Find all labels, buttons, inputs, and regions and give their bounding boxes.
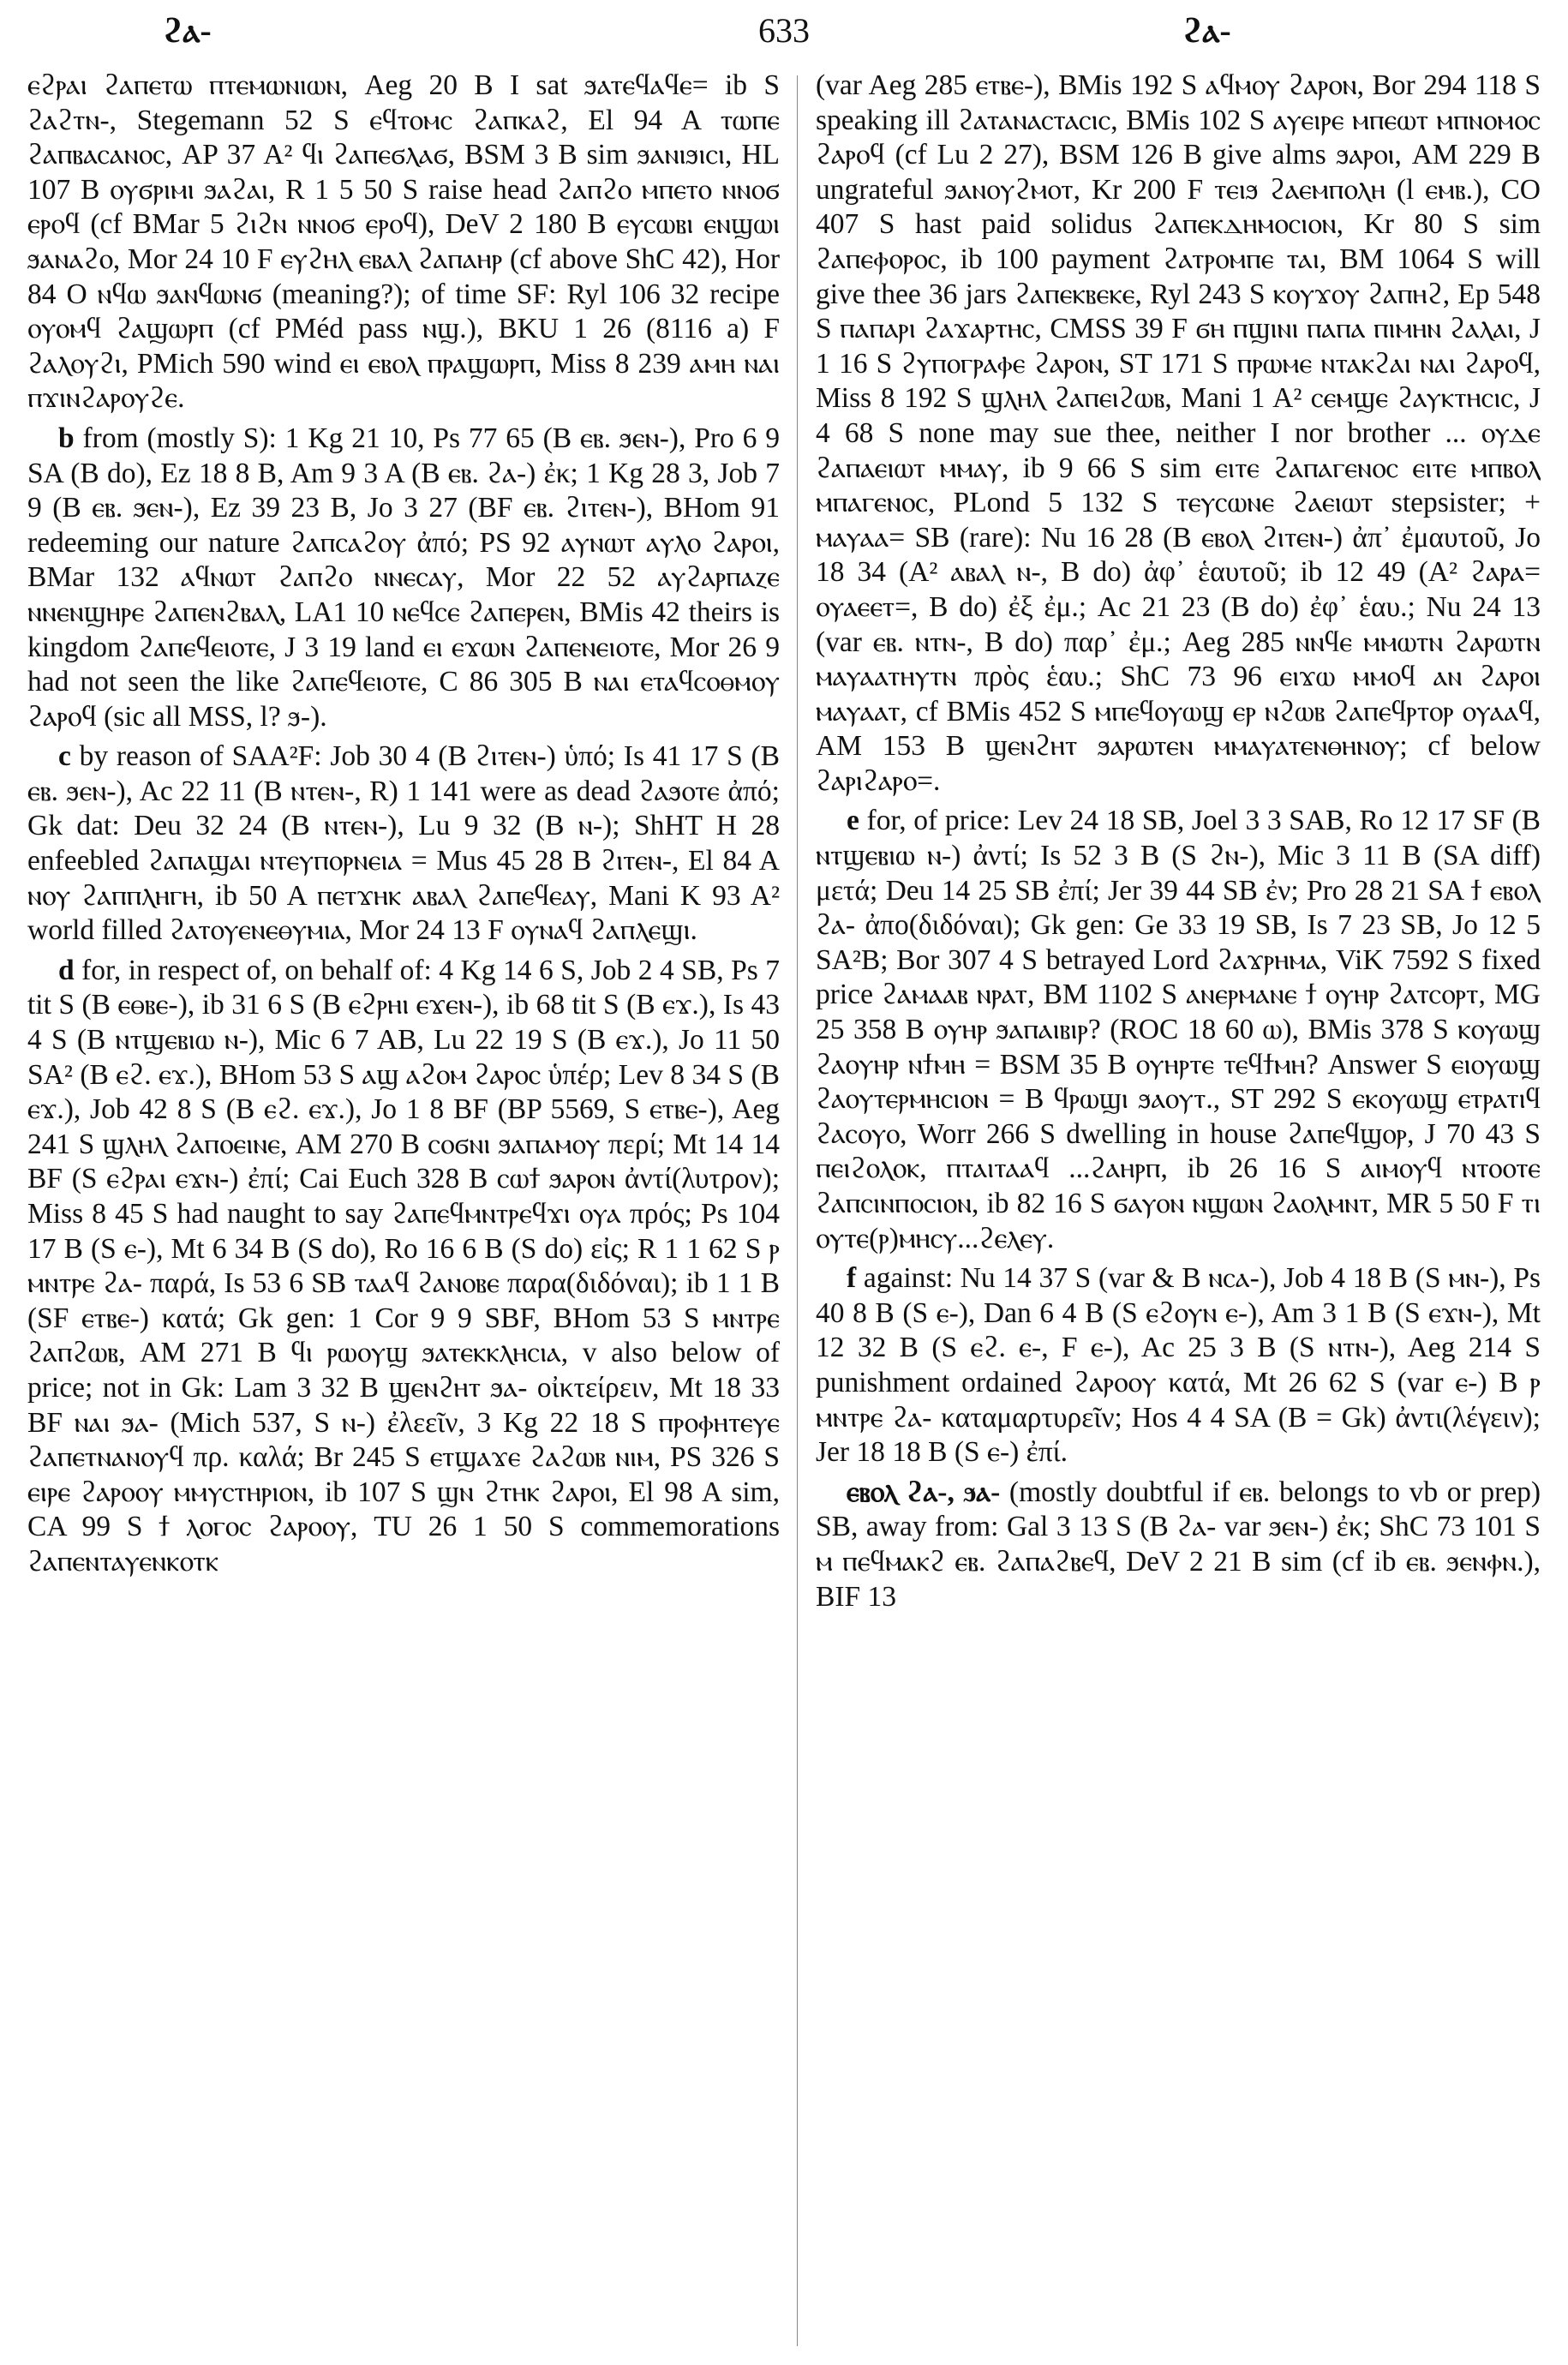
sense-label: c	[58, 740, 71, 773]
left-column	[27, 69, 780, 2348]
page-header	[0, 10, 1568, 62]
entry-paragraph-b: b from (mostly S): 1 Kg 21 10, Ps 77 65 (B ⲉⲃ. ϧⲉⲛ-), Pro 6 9 SA (B do), Ez 18 8 B, Am 9 3 A (B ⲉⲃ. ϩⲁ-) ἐκ; 1 Kg 28 3, Job 7 9 (B ⲉⲃ. ϧⲉⲛ-), Ez 39 23 B, Jo 3 27 (BF ⲉⲃ. ϩⲓⲧⲉⲛ-), BHom 91 redeeming our nature ϩⲁⲡⲥⲁϩⲟⲩ ἀπό; PS 92 ⲁⲩⲛⲱⲧ ⲁⲩⲗⲟ ϩⲁⲣⲟⲓ, BMar 132 ⲁϥⲛⲱⲧ ϩⲁⲡϩⲟ ⲛⲛⲉⲥⲁⲩ, Mor 22 52 ⲁⲩϩⲁⲣⲡⲁⲍⲉ ⲛⲛⲉⲛϣⲏⲣⲉ ϩⲁⲡⲉⲛϩⲃⲁⲗ, LA1 10 ⲛⲉϥⲥⲉ ϩⲁⲡⲉⲣⲉⲛ, BMis 42 theirs is kingdom ϩⲁⲡⲉϥⲉⲓⲟⲧⲉ, J 3 19 land ⲉⲓ ⲉϫⲱⲛ ϩⲁⲡⲉⲛⲉⲓⲟⲧⲉ, Mor 26 9 had not seen the like ϩⲁⲡⲉϥⲉⲓⲟⲧⲉ, C 86 305 B ⲛⲁⲓ ⲉⲧⲁϥⲥⲟⲑⲙⲟⲩ ϩⲁⲣⲟϥ (sic all MSS, l? ϧ-).	[27, 422, 780, 733]
column-divider	[797, 75, 798, 2346]
entry-paragraph-f: f against: Nu 14 37 S (var & B ⲛⲥⲁ-), Job 4 18 B (S ⲙⲛ-), Ps 40 8 B (S ⲉ-), Dan 6 4 B (S ⲉϩⲟⲩⲛ ⲉ-), Am 3 1 B (S ⲉϫⲛ-), Mt 12 32 B (S ⲉϩ. ⲉ-, F ⲉ-), Ac 25 3 B (S ⲛⲧⲛ-), Aeg 214 S punishment ordained ϩⲁⲣⲟⲟⲩ κατά, Mt 26 62 S (var ⲉ-) B ⲣ ⲙⲛⲧⲣⲉ ϩⲁ- καταμαρτυρεῖν; Hos 4 4 SA (B = Gk) ἀντι(λέγειν); Jer 18 18 B (S ⲉ-) ἐπί.	[816, 1262, 1541, 1469]
header-left-headword: ϩⲁ-	[163, 11, 212, 50]
entry-paragraph: (var Aeg 285 ⲉⲧⲃⲉ-), BMis 192 S ⲁϥⲙⲟⲩ ϩⲁⲣⲟⲛ, Bor 294 118 S speaking ill ϩⲁⲧⲁⲛⲁⲥⲧⲁⲥⲓⲥ, BMis 102 S ⲁⲩⲉⲓⲣⲉ ⲙⲡⲉⲱⲧ ⲙⲡⲛⲟⲙⲟⲥ ϩⲁⲣⲟϥ (cf Lu 2 27), BSM 126 B give alms ϧⲁⲣⲟⲓ, AM 229 B ungrateful ϧⲁⲛⲟⲩϩⲙⲟⲧ, Kr 200 F ⲧⲉⲓϧ ϩⲁⲉⲙⲡⲟⲗⲏ (l ⲉⲙⲃ.), CO 407 S hast paid solidus ϩⲁⲡⲉⲕⲇⲏⲙⲟⲥⲓⲟⲛ, Kr 80 S sim ϩⲁⲡⲉⲫⲟⲣⲟⲥ, ib 100 payment ϩⲁⲧⲣⲟⲙⲡⲉ ⲧⲁⲓ, BM 1064 S will give thee 36 jars ϩⲁⲡⲉⲕⲃⲉⲕⲉ, Ryl 243 S ⲕⲟⲩϫⲟⲩ ϩⲁⲡⲏϩ, Ep 548 S ⲡⲁⲡⲁⲣⲓ ϩⲁϫⲁⲣⲧⲏⲥ, CMSS 39 F ϭⲏ ⲡϣⲓⲛⲓ ⲡⲁⲡⲁ ⲡⲓⲙⲏⲛ ϩⲁⲗⲁⲓ, J 1 16 S ϩⲩⲡⲟⲅⲣⲁⲫⲉ ϩⲁⲣⲟⲛ, ST 171 S ⲡⲣⲱⲙⲉ ⲛⲧⲁⲕϩⲁⲓ ⲛⲁⲓ ϩⲁⲣⲟϥ, Miss 8 192 S ϣⲗⲏⲗ ϩⲁⲡⲉⲓϩⲱⲃ, Mani 1 A² ⲥⲉⲙϣⲉ ϩⲁⲩⲕⲧⲏⲥⲓⲥ, J 4 68 S none may sue thee, neither I nor brother ... ⲟⲩⲇⲉ ϩⲁⲡⲁⲉⲓⲱⲧ ⲙⲙⲁⲩ, ib 9 66 S sim ⲉⲓⲧⲉ ϩⲁⲡⲁⲅⲉⲛⲟⲥ ⲉⲓⲧⲉ ⲙⲡⲃⲟⲗ ⲙⲡⲁⲅⲉⲛⲟⲥ, PLond 5 132 S ⲧⲉⲩⲥⲱⲛⲉ ϩⲁⲉⲓⲱⲧ stepsister; + ⲙⲁⲩⲁⲁ= SB (rare): Nu 16 28 (B ⲉⲃⲟⲗ ϩⲓⲧⲉⲛ-) ἀπ᾽ ἐμαυτοῦ, Jo 18 34 (A² ⲁⲃⲁⲗ ⲛ-, B do) ἀφ᾽ ἑαυτοῦ; ib 12 49 (A² ϩⲁⲣⲁ= ⲟⲩⲁⲉⲉⲧ=, B do) ἐξ ἐμ.; Ac 21 23 (B do) ἐφ᾽ ἑαυ.; Nu 24 13 (var ⲉⲃ. ⲛⲧⲛ-, B do) παρ᾽ ἐμ.; Aeg 285 ⲛⲛϥⲉ ⲙⲙⲱⲧⲛ ϩⲁⲣⲱⲧⲛ ⲙⲁⲩⲁⲁⲧⲏⲩⲧⲛ πρὸς ἑαυ.; ShC 73 96 ⲉⲓϫⲱ ⲙⲙⲟϥ ⲁⲛ ϩⲁⲣⲟⲓ ⲙⲁⲩⲁⲁⲧ, cf BMis 452 S ⲙⲡⲉϥⲟⲩⲱϣ ⲉⲣ ⲛϩⲱⲃ ϩⲁⲡⲉϥⲣⲧⲟⲣ ⲟⲩⲁⲁϥ, AM 153 B ϣⲉⲛϩⲏⲧ ϧⲁⲣⲱⲧⲉⲛ ⲙⲙⲁⲩⲁⲧⲉⲛⲑⲏⲛⲟⲩ; cf below ϩⲁⲣⲓϩⲁⲣⲟ=.	[816, 69, 1541, 797]
entry-paragraph-d: d for, in respect of, on behalf of: 4 Kg 14 6 S, Job 2 4 SB, Ps 7 tit S (B ⲉⲑⲃⲉ-), ib 31 6 S (B ⲉϩⲣⲏⲓ ⲉϫⲉⲛ-), ib 68 tit S (B ⲉϫ.), Is 43 4 S (B ⲛⲧϣⲉⲃⲓⲱ ⲛ-), Mic 6 7 AB, Lu 22 19 S (B ⲉϫ.), Jo 11 50 SA² (B ⲉϩ. ⲉϫ.), BHom 53 S ⲁϣ ⲁϩⲟⲙ ϩⲁⲣⲟⲥ ὑπέρ; Lev 8 34 S (B ⲉϫ.), Job 42 8 S (B ⲉϩ. ⲉϫ.), Jo 1 8 BF (BP 5569, S ⲉⲧⲃⲉ-), Aeg 241 S ϣⲗⲏⲗ ϩⲁⲡⲟⲉⲓⲛⲉ, AM 270 B ⲥⲟϭⲛⲓ ϧⲁⲡⲁⲙⲟⲩ περί; Mt 14 14 BF (S ⲉϩⲣⲁⲓ ⲉϫⲛ-) ἐπί; Cai Euch 328 B ⲥⲱϯ ϧⲁⲣⲟⲛ ἀντί(λυτρον); Miss 8 45 S had naught to say ϩⲁⲡⲉϥⲙⲛⲧⲣⲉϥϫⲓ ⲟⲩⲁ πρός; Ps 104 17 B (S ⲉ-), Mt 6 34 B (S do), Ro 16 6 B (S do) εἰς; R 1 1 62 S ⲣ ⲙⲛⲧⲣⲉ ϩⲁ- παρά, Is 53 6 SB ⲧⲁⲁϥ ϩⲁⲛⲟⲃⲉ παρα(διδόναι); ib 1 1 B (SF ⲉⲧⲃⲉ-) κατά; Gk gen: 1 Cor 9 9 SBF, BHom 53 S ⲙⲛⲧⲣⲉ ϩⲁⲡϩⲱⲃ, AM 271 B ϥⲓ ⲣⲱⲟⲩϣ ϧⲁⲧⲉⲕⲕⲗⲏⲥⲓⲁ, v also below of price; not in Gk: Lam 3 32 B ϣⲉⲛϩⲏⲧ ϧⲁ- οἰκτείρειν, Mt 18 33 BF ⲛⲁⲓ ϧⲁ- (Mich 537, S ⲛ-) ἐλεεῖν, 3 Kg 22 18 S ⲡⲣⲟⲫⲏⲧⲉⲩⲉ ϩⲁⲡⲉⲧⲛⲁⲛⲟⲩϥ πρ. καλά; Br 245 S ⲉⲧϣⲁϫⲉ ϩⲁϩⲱⲃ ⲛⲓⲙ, PS 326 S ⲉⲓⲣⲉ ϩⲁⲣⲟⲟⲩ ⲙⲙⲩⲥⲧⲏⲣⲓⲟⲛ, ib 107 S ϣⲛ ϩⲧⲏⲕ ϩⲁⲣⲟⲓ, El 98 A sim, CA 99 S ϯ ⲗⲟⲅⲟⲥ ϩⲁⲣⲟⲟⲩ, TU 26 1 50 S commemorations ϩⲁⲡⲉⲛⲧⲁⲩⲉⲛⲕⲟⲧⲕ	[27, 954, 780, 1578]
page-number: 633	[758, 11, 810, 50]
entry-paragraph-c: c by reason of SAA²F: Job 30 4 (B ϩⲓⲧⲉⲛ-) ὑπό; Is 41 17 S (B ⲉⲃ. ϧⲉⲛ-), Ac 22 11 (B ⲛⲧⲉⲛ-, R) 1 141 were as dead ϩⲁϧⲟⲧⲉ ἀπό; Gk dat: Deu 32 24 (B ⲛⲧⲉⲛ-), Lu 9 32 (B ⲛ-); ShHT H 28 enfeebled ϩⲁⲡⲁϣⲁⲓ ⲛⲧⲉⲩⲡⲟⲣⲛⲉⲓⲁ = Mus 45 28 B ϩⲓⲧⲉⲛ-, El 84 A ⲛⲟⲩ ϩⲁⲡⲡⲗⲏⲅⲏ, ib 50 A ⲡⲉⲧϫⲏⲕ ⲁⲃⲁⲗ ϩⲁⲡⲉϥⲉⲁⲩ, Mani K 93 A² world filled ϩⲁⲧⲟⲩⲉⲛⲉⲑⲩⲙⲓⲁ, Mor 24 13 F ⲟⲩⲛⲁϥ ϩⲁⲡⲗⲉϣⲓ.	[27, 740, 780, 947]
entry-paragraph-ebol: ⲉⲃⲟⲗ ϩⲁ-, ϧⲁ- (mostly doubtful if ⲉⲃ. belongs to vb or prep) SB, away from: Gal 3 13 S (B ϩⲁ- var ϧⲉⲛ-) ἐκ; ShC 73 101 S ⲙ ⲡⲉϥⲙⲁⲕϩ ⲉⲃ. ϩⲁⲡⲁϩⲃⲉϥ, DeV 2 21 B sim (cf ib ⲉⲃ. ϧⲉⲛⲫⲛ.), BIF 13	[816, 1476, 1541, 1613]
entry-paragraph-e: e for, of price: Lev 24 18 SB, Joel 3 3 SAB, Ro 12 17 SF (B ⲛⲧϣⲉⲃⲓⲱ ⲛ-) ἀντί; Is 52 3 B (S ϩⲛ-), Mic 3 11 B (SA diff) μετά; Deu 14 25 SB ἐπί; Jer 39 44 SB ἐν; Pro 28 21 SA ϯ ⲉⲃⲟⲗ ϩⲁ- ἀπο(διδόναι); Gk gen: Ge 33 19 SB, Is 7 23 SB, Jo 12 5 SA²B; Bor 307 4 S betrayed Lord ϩⲁϫⲣⲏⲙⲁ, ViK 7592 S fixed price ϩⲁⲙⲁⲁⲃ ⲛⲣⲁⲧ, BM 1102 S ⲁⲛⲉⲣⲙⲁⲛⲉ ϯ ⲟⲩⲏⲣ ϩⲁⲧⲥⲟⲣⲧ, MG 25 358 B ⲟⲩⲏⲣ ϧⲁⲡⲁⲓⲃⲓⲣ? (ROC 18 60 ⲱ), BMis 378 S ⲕⲟⲩⲱϣ ϩⲁⲟⲩⲏⲣ ⲛϯⲙⲏ = BSM 35 B ⲟⲩⲏⲣⲧⲉ ⲧⲉϥϯⲙⲏ? Answer S ⲉⲓⲟⲩⲱϣ ϩⲁⲟⲩⲧⲉⲣⲙⲏⲥⲓⲟⲛ = B ϥⲣⲱϣⲓ ϧⲁⲟⲩⲧ., ST 292 S ⲉⲕⲟⲩⲱϣ ⲉⲧⲣⲁⲧⲓϥ ϩⲁⲥⲟⲩⲟ, Worr 266 S dwelling in house ϩⲁⲡⲉϥϣⲟⲣ, J 70 43 S ⲡⲉⲓϩⲟⲗⲟⲕ, ⲡⲧⲁⲓⲧⲁⲁϥ ...ϩⲁⲏⲣⲡ, ib 26 16 S ⲁⲓⲙⲟⲩϥ ⲛⲧⲟⲟⲧⲉ ϩⲁⲡⲥⲓⲛⲡⲟⲥⲓⲟⲛ, ib 82 16 S ϭⲁⲩⲟⲛ ⲛϣⲱⲛ ϩⲁⲟⲗⲙⲛⲧ, MR 5 50 F ⲧⲓ ⲟⲩⲧⲉ(ⲣ)ⲙⲏⲥⲩ...ϩⲉⲗⲉⲩ.	[816, 805, 1541, 1254]
sense-label: f	[847, 1262, 857, 1295]
header-right-headword: ϩⲁ-	[1182, 11, 1231, 50]
sense-label: d	[58, 954, 75, 986]
right-column	[816, 69, 1541, 2348]
sense-label: b	[58, 422, 75, 454]
sense-label: e	[847, 805, 859, 837]
sense-label: ⲉⲃⲟⲗ ϩⲁ-, ϧⲁ-	[847, 1476, 1001, 1508]
entry-paragraph: ⲉϩⲣⲁⲓ ϩⲁⲡⲉⲧⲱ ⲡⲧⲉⲙⲱⲛⲓⲱⲛ, Aeg 20 B I sat ϧⲁⲧⲉϥⲁϥⲉ= ib S ϩⲁϩⲧⲛ-, Stegemann 52 S ⲉϥⲧⲟⲙⲥ ϩⲁⲡⲕⲁϩ, El 94 A ⲧⲱⲡⲉ ϩⲁⲡⲃⲁⲥⲁⲛⲟⲥ, AP 37 A² ϥⲓ ϩⲁⲡⲉϭⲗⲁϭ, BSM 3 B sim ϧⲁⲛⲓϧⲓⲥⲓ, HL 107 B ⲟⲩϭⲣⲓⲙⲓ ϧⲁϩⲁⲓ, R 1 5 50 S raise head ϩⲁⲡϩⲟ ⲙⲡⲉⲧⲟ ⲛⲛⲟϭ ⲉⲣⲟϥ (cf BMar 5 ϩⲓϩⲛ ⲛⲛⲟϭ ⲉⲣⲟϥ), DeV 2 180 B ⲉⲩⲥⲱⲃⲓ ⲉⲛϣⲱⲓ ϧⲁⲛⲁϩⲟ, Mor 24 10 F ⲉⲩϩⲏⲗ ⲉⲃⲁⲗ ϩⲁⲡⲁⲏⲣ (cf above ShC 42), Hor 84 O ⲛϥⲱ ϧⲁⲛϥⲱⲛϭ (meaning?); of time SF: Ryl 106 32 recipe ⲟⲩⲟⲙϥ ϩⲁϣⲱⲣⲡ (cf PMéd pass ⲛϣ.), BKU 1 26 (8116 a) F ϩⲁⲗⲟⲩϩⲓ, PMich 590 wind ⲉⲓ ⲉⲃⲟⲗ ⲡⲣⲁϣⲱⲣⲡ, Miss 8 239 ⲁⲙⲏ ⲛⲁⲓ ⲡϫⲓⲛϩⲁⲣⲟⲩϩⲉ.	[27, 69, 780, 415]
